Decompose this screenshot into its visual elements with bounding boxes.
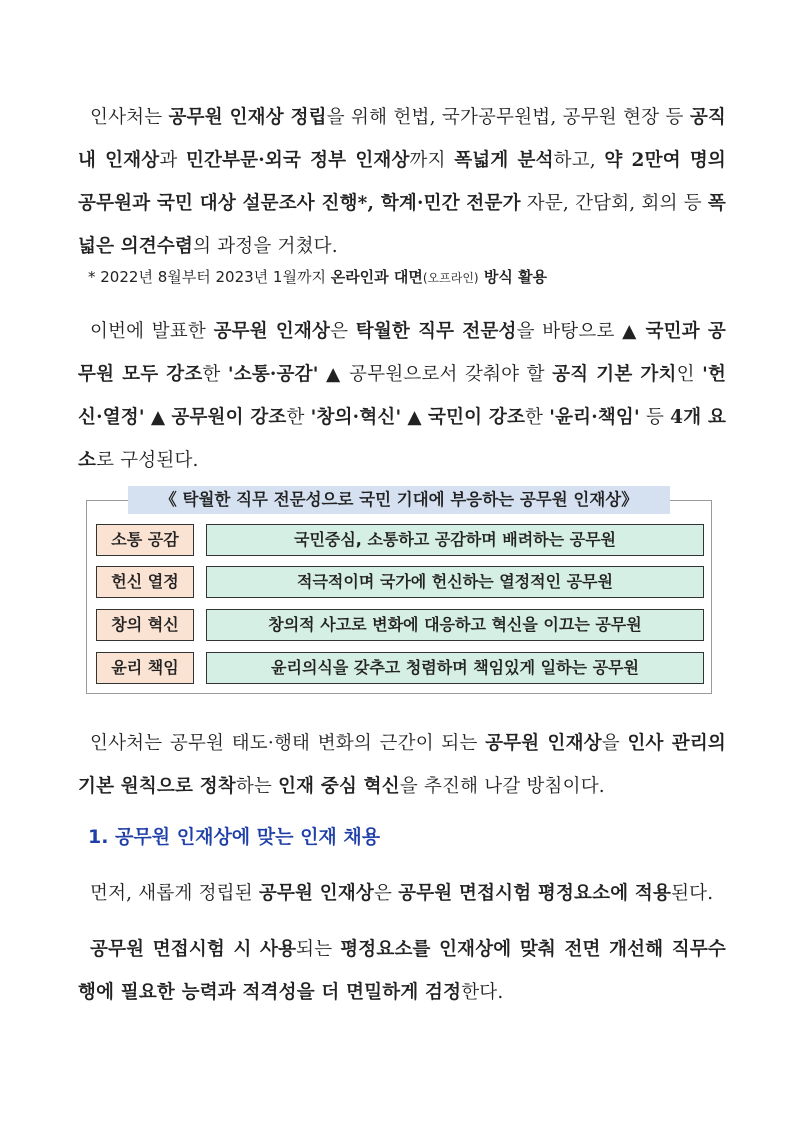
talent-row-description: 창의적 사고로 변화에 대응하고 혁신을 이끄는 공무원 <box>206 609 704 641</box>
talent-row-label: 헌신 열정 <box>96 566 194 598</box>
paragraph-interview-application: 먼저, 새롭게 정립된 공무원 인재상은 공무원 면접시험 평정요소에 적용된다. <box>90 883 714 904</box>
talent-row-label: 소통 공감 <box>96 524 194 556</box>
section-heading: 1. 공무원 인재상에 맞는 인재 채용 <box>88 826 381 848</box>
talent-row-label: 창의 혁신 <box>96 609 194 641</box>
paragraph-evaluation-improvement: 공무원 면접시험 시 사용되는 평정요소를 인재상에 맞춰 전면 개선해 직무수행에 필요한 능력과 적격성을 더 면밀하게 검정한다. <box>78 939 726 1003</box>
talent-row-description: 적극적이며 국가에 헌신하는 열정적인 공무원 <box>206 566 704 598</box>
talent-row-label: 윤리 책임 <box>96 652 194 684</box>
paragraph-innovation-plan: 인사처는 공무원 태도·행태 변화의 근간이 되는 공무원 인재상을 인사 관리의 기본 원칙으로 정착하는 인재 중심 혁신을 추진해 나갈 방침이다. <box>78 733 727 797</box>
talent-model-box-title: 《 탁월한 직무 전문성으로 국민 기대에 부응하는 공무원 인재상》 <box>128 486 670 514</box>
talent-row-description: 국민중심, 소통하고 공감하며 배려하는 공무원 <box>206 524 704 556</box>
talent-row-description: 윤리의식을 갖추고 청렴하며 책임있게 일하는 공무원 <box>206 652 704 684</box>
paragraph-research-process: 인사처는 공무원 인재상 정립을 위해 헌법, 국가공무원법, 공무원 현장 등 공직 내 인재상과 민간부문·외국 정부 인재상까지 폭넓게 분석하고, 약 2만여 명의 공무원과 국민 대상 설문조사 진행*, 학계·민간 전문가 자문, 간담회, 회의 등 폭넓은 의견수렴의 과정을 거쳤다. <box>78 107 726 257</box>
footnote-survey-method: * 2022년 8월부터 2023년 1월까지 온라인과 대면(오프라인) 방식 활용 <box>88 268 548 286</box>
paragraph-four-elements: 이번에 발표한 공무원 인재상은 탁월한 직무 전문성을 바탕으로 ▲ 국민과 공무원 모두 강조한 '소통·공감' ▲ 공무원으로서 갖춰야 할 공직 기본 가치인 '헌신·열정' ▲ 공무원이 강조한 '창의·혁신' ▲ 국민이 강조한 '윤리·책임' 등 4개 요소로 구성된다. <box>78 321 727 471</box>
